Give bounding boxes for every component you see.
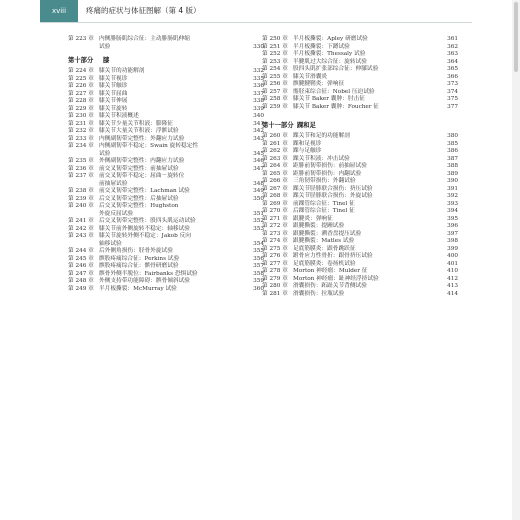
page-number: 373	[447, 81, 458, 87]
page-number: 358	[253, 270, 264, 277]
page-number: 400	[447, 253, 458, 259]
toc-entry[interactable]	[68, 248, 264, 256]
toc-entry[interactable]	[68, 68, 264, 76]
chapter-title: 后交叉韧带完整性：后抽屉试验	[99, 195, 179, 202]
chapter-number: 第 263 章	[262, 155, 288, 162]
chapter-number: 第 250 章	[262, 36, 288, 42]
page-number: 341	[253, 120, 264, 127]
chapter-number: 第 237 章	[68, 173, 94, 179]
chapter-title: 半月板撕裂：Apley 研磨试验	[293, 36, 368, 42]
chapter-number: 第 236 章	[68, 165, 94, 172]
toc-entry[interactable]	[262, 193, 458, 201]
chapter-number: 第 226 章	[68, 83, 94, 89]
chapter-title: 踝与足触诊	[293, 148, 322, 154]
chapter-title: 半月板撕裂：下蹲试验	[293, 43, 350, 50]
toc-entry[interactable]	[68, 83, 264, 91]
page-number-tab: xviii	[40, 0, 78, 22]
chapter-number: 第 269 章	[262, 200, 288, 207]
toc-entry[interactable]	[68, 36, 264, 44]
chapter-title: 足底筋膜炎：卷扬机试验	[293, 260, 356, 267]
chapter-title: 踝关节积液：冲击试验	[293, 155, 350, 162]
toc-entry[interactable]	[262, 59, 458, 67]
chapter-title: 前抽屉试验	[99, 180, 128, 187]
page-number: 366	[447, 73, 458, 80]
chapter-title: 跟腱撕裂：溯香盘提压试验	[293, 230, 362, 237]
chapter-title: 髂胫束综合征：Nobel 压迫试验	[293, 88, 375, 95]
page-number: 392	[447, 193, 458, 199]
chapter-number: 第 280 章	[262, 283, 288, 289]
page-number: 351	[253, 210, 264, 217]
chapter-title: 半月板撕裂：Thessaly 试验	[293, 51, 366, 57]
chapter-number: 第 258 章	[262, 96, 288, 102]
toc-entry[interactable]	[262, 253, 458, 261]
chapter-title: 滑囊损伤：跖趾关节背侧试验	[293, 283, 367, 289]
chapter-number: 第 259 章	[262, 103, 288, 110]
toc-entry-continuation[interactable]	[68, 151, 264, 159]
chapter-number: 第 223 章	[68, 36, 94, 42]
chapter-title: 膝关节旋转外侧不稳定：Jakob 反向	[99, 233, 191, 239]
chapter-number: 第 254 章	[262, 66, 288, 72]
toc-entry[interactable]	[262, 133, 458, 141]
page-number: 361	[447, 36, 458, 42]
page-number: 346	[253, 158, 264, 164]
chapter-number: 第 229 章	[68, 105, 94, 112]
chapter-title: 跗骨应力性骨折：跟骨挤压试验	[293, 253, 373, 259]
toc-entry[interactable]	[68, 166, 264, 174]
chapter-title: 外旋反屈试验	[99, 210, 134, 217]
chapter-number: 第 264 章	[262, 163, 288, 169]
page-number: 356	[253, 255, 264, 262]
chapter-number: 第 267 章	[262, 185, 288, 192]
chapter-title: 前交叉韧带完整性：Lachman 试验	[99, 188, 190, 194]
chapter-number: 第 243 章	[68, 233, 94, 239]
page-number: 410	[447, 268, 458, 274]
chapter-title: 踝关节和足的功能解剖	[293, 133, 350, 139]
chapter-title: 跟腱炎：弹响征	[293, 215, 333, 222]
page-number: 397	[447, 230, 458, 237]
toc-entry[interactable]	[262, 268, 458, 276]
page-number: 396	[447, 223, 458, 229]
toc-entry[interactable]	[68, 203, 264, 211]
chapter-number: 第 277 章	[262, 260, 288, 267]
chapter-title: 跟腱撕裂：提踵试验	[293, 223, 345, 229]
page-number: 359	[253, 278, 264, 284]
chapter-title: 内侧副韧带不稳定：Swain 旋转稳定性	[99, 143, 199, 149]
page-number: 345	[253, 150, 264, 157]
chapter-number: 第 251 章	[262, 43, 288, 50]
chapter-title: 轴移试验	[99, 240, 122, 247]
toc-entry[interactable]	[262, 178, 458, 186]
chapter-number: 第 246 章	[68, 263, 94, 269]
chapter-number: 第 281 章	[262, 290, 288, 297]
page-number: 412	[447, 275, 458, 282]
chapter-title: 前踝管综合征：Tinel 征	[293, 200, 355, 207]
page-number: 401	[447, 260, 458, 267]
toc-entry[interactable]	[68, 143, 264, 151]
page-number: 348	[253, 180, 264, 187]
page-number: 330	[253, 43, 264, 50]
chapter-title: 踝关节胫腓联合损伤：外旋试验	[293, 193, 373, 199]
toc-entry[interactable]	[262, 238, 458, 246]
page-number: 338	[253, 98, 264, 104]
page-number: 399	[447, 245, 458, 252]
chapter-number: 第 257 章	[262, 88, 288, 95]
toc-entry[interactable]	[262, 171, 458, 179]
chapter-number: 第 225 章	[68, 75, 94, 82]
page-number: 390	[447, 178, 458, 184]
page-number: 332	[253, 68, 264, 74]
toc-entry[interactable]	[262, 208, 458, 216]
toc-entry[interactable]	[262, 44, 458, 52]
toc-entry[interactable]	[68, 128, 264, 136]
page-number: 360	[253, 285, 264, 292]
page-number: 339	[253, 105, 264, 112]
page-number: 389	[447, 170, 458, 177]
page-number: 342	[253, 128, 264, 134]
page-number: 352	[253, 218, 264, 224]
chapter-number: 第 234 章	[68, 143, 94, 149]
chapter-title: 踝关节胫腓联合损伤：挤压试验	[293, 185, 373, 192]
toc-entry[interactable]	[262, 276, 458, 284]
toc-entry[interactable]	[262, 201, 458, 209]
chapter-title: 膝关节少量关节积液：膨隆征	[99, 120, 173, 127]
toc-entry[interactable]	[262, 283, 458, 291]
chapter-title: 半腱肌过大综合征：旋转试验	[293, 58, 367, 65]
chapter-title: 半月板撕裂：McMurray 试验	[99, 285, 177, 292]
chapter-title: 内侧腓肠肌综合征：主动腓肠肌伸缩	[99, 36, 190, 42]
page-number: 374	[447, 88, 458, 95]
toc-entry[interactable]	[262, 36, 458, 44]
toc-column-left	[68, 36, 264, 293]
chapter-number: 第 231 章	[68, 120, 94, 127]
page-number: 387	[447, 155, 458, 162]
header-divider	[40, 22, 472, 23]
chapter-title: 股四头肌扩张部综合征：伸膝试验	[293, 66, 379, 72]
chapter-number: 第 271 章	[262, 215, 288, 222]
toc-entry[interactable]	[262, 223, 458, 231]
toc-entry[interactable]	[68, 188, 264, 196]
chapter-number: 第 227 章	[68, 90, 94, 97]
chapter-number: 第 270 章	[262, 208, 288, 214]
page-number: 414	[447, 290, 458, 297]
toc-entry[interactable]	[68, 286, 264, 294]
part-number: 第十部分	[68, 57, 94, 64]
toc-entry[interactable]	[68, 263, 264, 271]
chapter-number: 第 249 章	[68, 285, 94, 292]
page-number: 355	[253, 248, 264, 254]
toc-entry-continuation[interactable]	[68, 241, 264, 249]
chapter-number: 第 241 章	[68, 218, 94, 224]
toc-entry-continuation[interactable]	[68, 181, 264, 189]
toc-entry[interactable]	[68, 233, 264, 241]
page-number: 354	[253, 240, 264, 247]
chapter-number: 第 242 章	[68, 225, 94, 232]
chapter-title: 前交叉韧带不稳定：屈曲－旋转位	[99, 173, 185, 179]
toc-entry[interactable]	[68, 136, 264, 144]
page-number: 386	[447, 148, 458, 154]
toc-entry[interactable]	[262, 51, 458, 59]
toc-entry[interactable]	[68, 158, 264, 166]
chapter-title: 膝关节滑囊炎	[293, 73, 328, 80]
chapter-number: 第 278 章	[262, 268, 288, 274]
toc-entry[interactable]	[68, 173, 264, 181]
chapter-title: 髌股疼痛综合征：髌骨研磨试验	[99, 263, 179, 269]
chapter-number: 第 262 章	[262, 148, 288, 154]
page-header	[40, 0, 472, 22]
chapter-title: 髌腱腱鞘炎：弹响征	[293, 81, 345, 87]
chapter-title: 距腓前韧带损伤：前抽屉试验	[293, 163, 367, 169]
toc-entry[interactable]	[262, 163, 458, 171]
page-number: 337	[253, 90, 264, 97]
toc-entry[interactable]	[68, 113, 264, 121]
toc-entry[interactable]	[68, 121, 264, 129]
toc-page	[40, 0, 472, 520]
toc-entry[interactable]	[68, 76, 264, 84]
toc-entry[interactable]	[262, 74, 458, 82]
chapter-number: 第 232 章	[68, 128, 94, 134]
part-heading	[262, 121, 458, 130]
toc-entry[interactable]	[262, 89, 458, 97]
chapter-title: 髌骨外侧半脱位：Fairbanks 恐惧试验	[99, 270, 198, 277]
toc-entry[interactable]	[68, 91, 264, 99]
chapter-title: 后交叉韧带完整性：股四头肌运动试验	[99, 218, 196, 224]
page-number: 363	[447, 51, 458, 57]
part-title: 踝和足	[297, 122, 316, 129]
page-number: 391	[447, 185, 458, 192]
toc-column-right	[262, 36, 458, 298]
toc-entry[interactable]	[68, 256, 264, 264]
chapter-number: 第 239 章	[68, 195, 94, 202]
chapter-title: 后外侧角损伤：胫骨外旋试验	[99, 248, 173, 254]
chapter-title: 膝关节旋转	[99, 105, 128, 112]
chapter-title: 前交叉韧带完整性：前抽屉试验	[99, 165, 179, 172]
page-number: 413	[447, 283, 458, 289]
chapter-title: 膝关节 Baker 囊肿：肘击征	[293, 96, 365, 102]
chapter-title: 膝关节大量关节积液：浮髌试验	[99, 128, 179, 134]
chapter-number: 第 274 章	[262, 238, 288, 244]
chapter-number: 第 268 章	[262, 193, 288, 199]
part-title: 膝	[103, 57, 110, 64]
toc-entry[interactable]	[262, 261, 458, 269]
chapter-number: 第 266 章	[262, 178, 288, 184]
toc-entry[interactable]	[262, 216, 458, 224]
toc-entry-continuation[interactable]	[68, 44, 264, 52]
page-number: 343	[253, 135, 264, 142]
chapter-number: 第 260 章	[262, 133, 288, 139]
toc-entry[interactable]	[262, 81, 458, 89]
toc-entry[interactable]	[262, 186, 458, 194]
toc-entry[interactable]	[68, 218, 264, 226]
page-number: 335	[253, 75, 264, 82]
toc-entry[interactable]	[262, 141, 458, 149]
scrollbar[interactable]	[512, 0, 520, 520]
chapter-number: 第 247 章	[68, 270, 94, 277]
toc-entry[interactable]	[262, 156, 458, 164]
toc-entry[interactable]	[262, 231, 458, 239]
part-number: 第十一部分	[262, 122, 294, 129]
chapter-number: 第 253 章	[262, 58, 288, 65]
chapter-number: 第 275 章	[262, 245, 288, 252]
chapter-title: 滑囊损伤：拉瓶试验	[293, 290, 345, 297]
chapter-number: 第 248 章	[68, 278, 94, 284]
toc-entry[interactable]	[262, 246, 458, 254]
chapter-number: 第 244 章	[68, 248, 94, 254]
chapter-number: 第 238 章	[68, 188, 94, 194]
toc-entry[interactable]	[68, 278, 264, 286]
page-number: 398	[447, 238, 458, 244]
chapter-title: 足底筋膜炎：跟骨跳跃征	[293, 245, 356, 252]
chapter-number: 第 256 章	[262, 81, 288, 87]
chapter-title: 外侧支持带功能障碍：髌骨倾斜试验	[99, 278, 190, 284]
toc-entry-continuation[interactable]	[68, 211, 264, 219]
chapter-number: 第 265 章	[262, 170, 288, 177]
chapter-title: 膝关节伸展	[99, 98, 128, 104]
chapter-title: 三角韧带损伤：外翻试验	[293, 178, 356, 184]
chapter-number: 第 261 章	[262, 140, 288, 147]
page-number: 377	[447, 103, 458, 110]
chapter-title: 膝关节屈曲	[99, 90, 128, 97]
chapter-title: 跟腱撕裂：Matles 试验	[293, 238, 355, 244]
chapter-title: 内侧副韧带完整性：外翻应力试验	[99, 135, 185, 142]
chapter-number: 第 273 章	[262, 230, 288, 237]
toc-entry[interactable]	[262, 66, 458, 74]
chapter-number: 第 224 章	[68, 68, 94, 74]
toc-entry[interactable]	[262, 291, 458, 299]
chapter-title: 髌股疼痛综合征：Perkins 试验	[99, 255, 180, 262]
chapter-title: 外侧副韧带完整性：内翻应力试验	[99, 158, 185, 164]
toc-entry[interactable]	[68, 271, 264, 279]
page-number: 365	[447, 66, 458, 72]
page-number: 364	[447, 58, 458, 65]
page-number: 375	[447, 96, 458, 102]
toc-entry[interactable]	[68, 98, 264, 106]
scrollbar-thumb[interactable]	[514, 2, 518, 72]
chapter-title: 膝关节前外侧旋转不稳定：轴移试验	[99, 225, 190, 232]
chapter-title: Morton 神经瘤：Mulder 征	[293, 268, 368, 274]
page-number: 393	[447, 200, 458, 207]
chapter-title: 踝和足视诊	[293, 140, 322, 147]
chapter-title: 膝关节的功能解剖	[99, 68, 145, 74]
chapter-number: 第 230 章	[68, 113, 94, 119]
section-gap	[262, 111, 458, 116]
chapter-title: 膝关节触诊	[99, 83, 128, 89]
chapter-number: 第 228 章	[68, 98, 94, 104]
chapter-number: 第 276 章	[262, 253, 288, 259]
chapter-title: 试验	[99, 43, 111, 50]
chapter-title: 膝关节视诊	[99, 75, 128, 82]
chapter-number: 第 245 章	[68, 255, 94, 262]
part-heading	[68, 56, 264, 65]
chapter-title: 膝关节 Baker 囊肿：Foucher 征	[293, 103, 379, 110]
chapter-title: 膝关节积液概述	[99, 113, 139, 119]
toc-entry[interactable]	[68, 106, 264, 114]
chapter-title: 后交叉韧带完整性：Hughston	[99, 203, 179, 209]
page-number: 385	[447, 140, 458, 147]
toc-entry[interactable]	[262, 148, 458, 156]
page-number: 357	[253, 263, 264, 269]
page-number: 340	[253, 113, 264, 119]
page-number: 394	[447, 208, 458, 214]
page-number: 388	[447, 163, 458, 169]
chapter-title: Morton 神经瘤：趾神经浮挤试验	[293, 275, 379, 282]
page-number: 353	[253, 225, 264, 232]
toc-entry[interactable]	[262, 96, 458, 104]
page-number: 336	[253, 83, 264, 89]
toc-entry[interactable]	[68, 226, 264, 234]
toc-entry[interactable]	[262, 104, 458, 112]
page-number: 362	[447, 43, 458, 50]
chapter-number: 第 279 章	[262, 275, 288, 282]
chapter-title: 后踝管综合征：Tinel 征	[293, 208, 355, 214]
page-number: 395	[447, 215, 458, 222]
page-number: 349	[253, 188, 264, 194]
chapter-number: 第 255 章	[262, 73, 288, 80]
chapter-number: 第 235 章	[68, 158, 94, 164]
page-number: 347	[253, 165, 264, 172]
toc-entry[interactable]	[68, 196, 264, 204]
chapter-number: 第 252 章	[262, 51, 288, 57]
chapter-number: 第 240 章	[68, 203, 94, 209]
page-number: 380	[447, 133, 458, 139]
page-number: 350	[253, 195, 264, 202]
chapter-title: 试验	[99, 150, 111, 157]
chapter-number: 第 233 章	[68, 135, 94, 142]
chapter-number: 第 272 章	[262, 223, 288, 229]
book-title: 疼痛的症状与体征图解（第 4 版）	[86, 6, 201, 15]
chapter-title: 距腓前韧带损伤：内翻试验	[293, 170, 362, 177]
